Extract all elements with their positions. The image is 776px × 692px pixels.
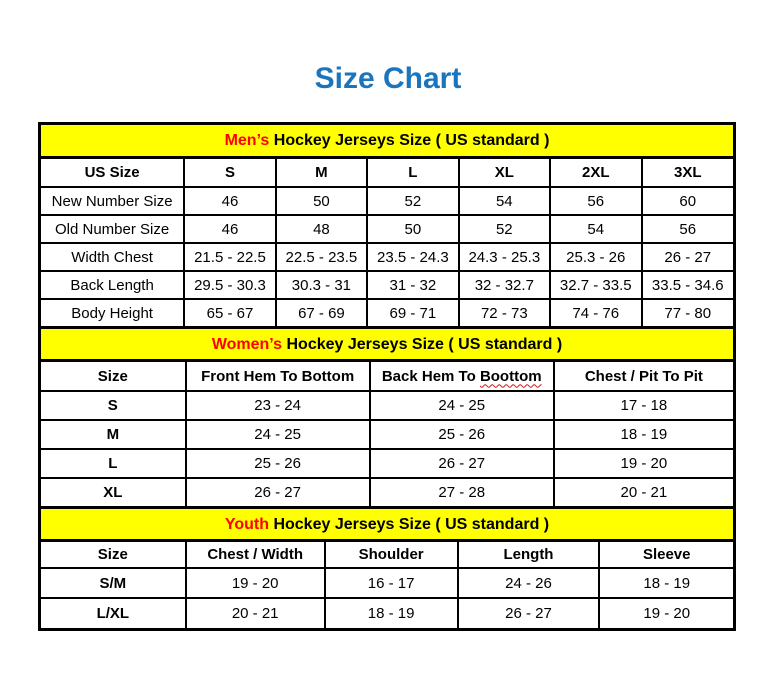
row-label: Back Length (41, 271, 184, 299)
column-header: Shoulder (325, 542, 458, 568)
size-value: 18 - 19 (599, 568, 733, 598)
column-header: Size (41, 542, 186, 568)
size-value: 20 - 21 (554, 478, 733, 507)
section-header-womens (41, 328, 733, 362)
section-header-mens (41, 125, 733, 159)
row-label: S/M (41, 568, 186, 598)
size-value: 46 (184, 187, 275, 215)
size-value: 33.5 - 34.6 (642, 271, 734, 299)
size-value: 25.3 - 26 (550, 243, 641, 271)
size-value: 32.7 - 33.5 (550, 271, 641, 299)
size-value: 26 - 27 (458, 598, 600, 628)
row-label: S (41, 391, 186, 420)
row-label: Old Number Size (41, 215, 184, 243)
size-value: 77 - 80 (642, 299, 734, 327)
womens-size-table (41, 362, 733, 508)
size-value: 52 (367, 187, 458, 215)
size-value: 25 - 26 (370, 420, 554, 449)
size-value: 27 - 28 (370, 478, 554, 507)
table-row (41, 187, 733, 215)
column-header: US Size (41, 159, 184, 187)
size-value: 24 - 25 (370, 391, 554, 420)
row-label: New Number Size (41, 187, 184, 215)
header-row (41, 362, 733, 391)
size-value: 24 - 26 (458, 568, 600, 598)
column-header: Size (41, 362, 186, 391)
column-header: S (184, 159, 275, 187)
table-row (41, 215, 733, 243)
row-label: Body Height (41, 299, 184, 327)
column-header: Chest / Width (186, 542, 325, 568)
section-header-highlight: Youth (224, 516, 269, 533)
table-row (41, 299, 733, 327)
size-value: 26 - 27 (186, 478, 370, 507)
size-value: 67 - 69 (276, 299, 367, 327)
size-value: 19 - 20 (554, 449, 733, 478)
size-value: 50 (367, 215, 458, 243)
size-value: 17 - 18 (554, 391, 733, 420)
size-value: 74 - 76 (550, 299, 641, 327)
row-label: L (41, 449, 186, 478)
column-header: 2XL (550, 159, 641, 187)
table-row (41, 243, 733, 271)
column-header: Chest / Pit To Pit (554, 362, 733, 391)
header-row (41, 159, 733, 187)
size-value: 32 - 32.7 (459, 271, 550, 299)
size-value: 72 - 73 (459, 299, 550, 327)
section-header-text: Hockey Jerseys Size ( US standard ) (282, 336, 563, 353)
size-value: 19 - 20 (186, 568, 325, 598)
size-value: 50 (276, 187, 367, 215)
table-row (41, 391, 733, 420)
size-value: 25 - 26 (186, 449, 370, 478)
row-label: Width Chest (41, 243, 184, 271)
size-value: 26 - 27 (370, 449, 554, 478)
size-value: 65 - 67 (184, 299, 275, 327)
size-value: 31 - 32 (367, 271, 458, 299)
column-header: 3XL (642, 159, 734, 187)
page-title: Size Chart (314, 62, 462, 95)
size-value: 60 (642, 187, 734, 215)
column-header: M (276, 159, 367, 187)
section-header-youth (41, 508, 733, 542)
size-value: 54 (550, 215, 641, 243)
section-header-highlight: Men’s (224, 132, 270, 149)
size-value: 26 - 27 (642, 243, 734, 271)
column-header: Length (458, 542, 600, 568)
size-value: 56 (642, 215, 734, 243)
size-value: 21.5 - 22.5 (184, 243, 275, 271)
header-row (41, 542, 733, 568)
column-header: XL (459, 159, 550, 187)
table-row (41, 271, 733, 299)
column-header: Front Hem To Bottom (186, 362, 370, 391)
section-header-text: Hockey Jerseys Size ( US standard ) (269, 132, 550, 149)
size-value: 29.5 - 30.3 (184, 271, 275, 299)
size-value: 54 (459, 187, 550, 215)
size-value: 24 - 25 (186, 420, 370, 449)
row-label: L/XL (41, 598, 186, 628)
table-row (41, 598, 733, 628)
size-value: 52 (459, 215, 550, 243)
table-row (41, 568, 733, 598)
row-label: XL (41, 478, 186, 507)
size-value: 69 - 71 (367, 299, 458, 327)
youth-size-table (41, 542, 733, 628)
size-value: 22.5 - 23.5 (276, 243, 367, 271)
table-row (41, 420, 733, 449)
spellcheck-underlined-word: Boottom (479, 367, 542, 385)
mens-size-table (41, 159, 733, 328)
table-row (41, 449, 733, 478)
size-value: 20 - 21 (186, 598, 325, 628)
size-value: 23.5 - 24.3 (367, 243, 458, 271)
size-value: 19 - 20 (599, 598, 733, 628)
size-value: 23 - 24 (186, 391, 370, 420)
size-value: 18 - 19 (554, 420, 733, 449)
row-label: M (41, 420, 186, 449)
section-header-text: Hockey Jerseys Size ( US standard ) (269, 516, 550, 533)
size-value: 30.3 - 31 (276, 271, 367, 299)
size-value: 56 (550, 187, 641, 215)
size-value: 18 - 19 (325, 598, 458, 628)
size-chart (38, 122, 736, 631)
table-row (41, 478, 733, 507)
size-value: 48 (276, 215, 367, 243)
size-value: 46 (184, 215, 275, 243)
size-value: 16 - 17 (325, 568, 458, 598)
section-header-highlight: Women’s (211, 336, 283, 353)
column-header: L (367, 159, 458, 187)
column-header: Back Hem To Boottom (370, 362, 554, 391)
size-value: 24.3 - 25.3 (459, 243, 550, 271)
column-header: Sleeve (599, 542, 733, 568)
